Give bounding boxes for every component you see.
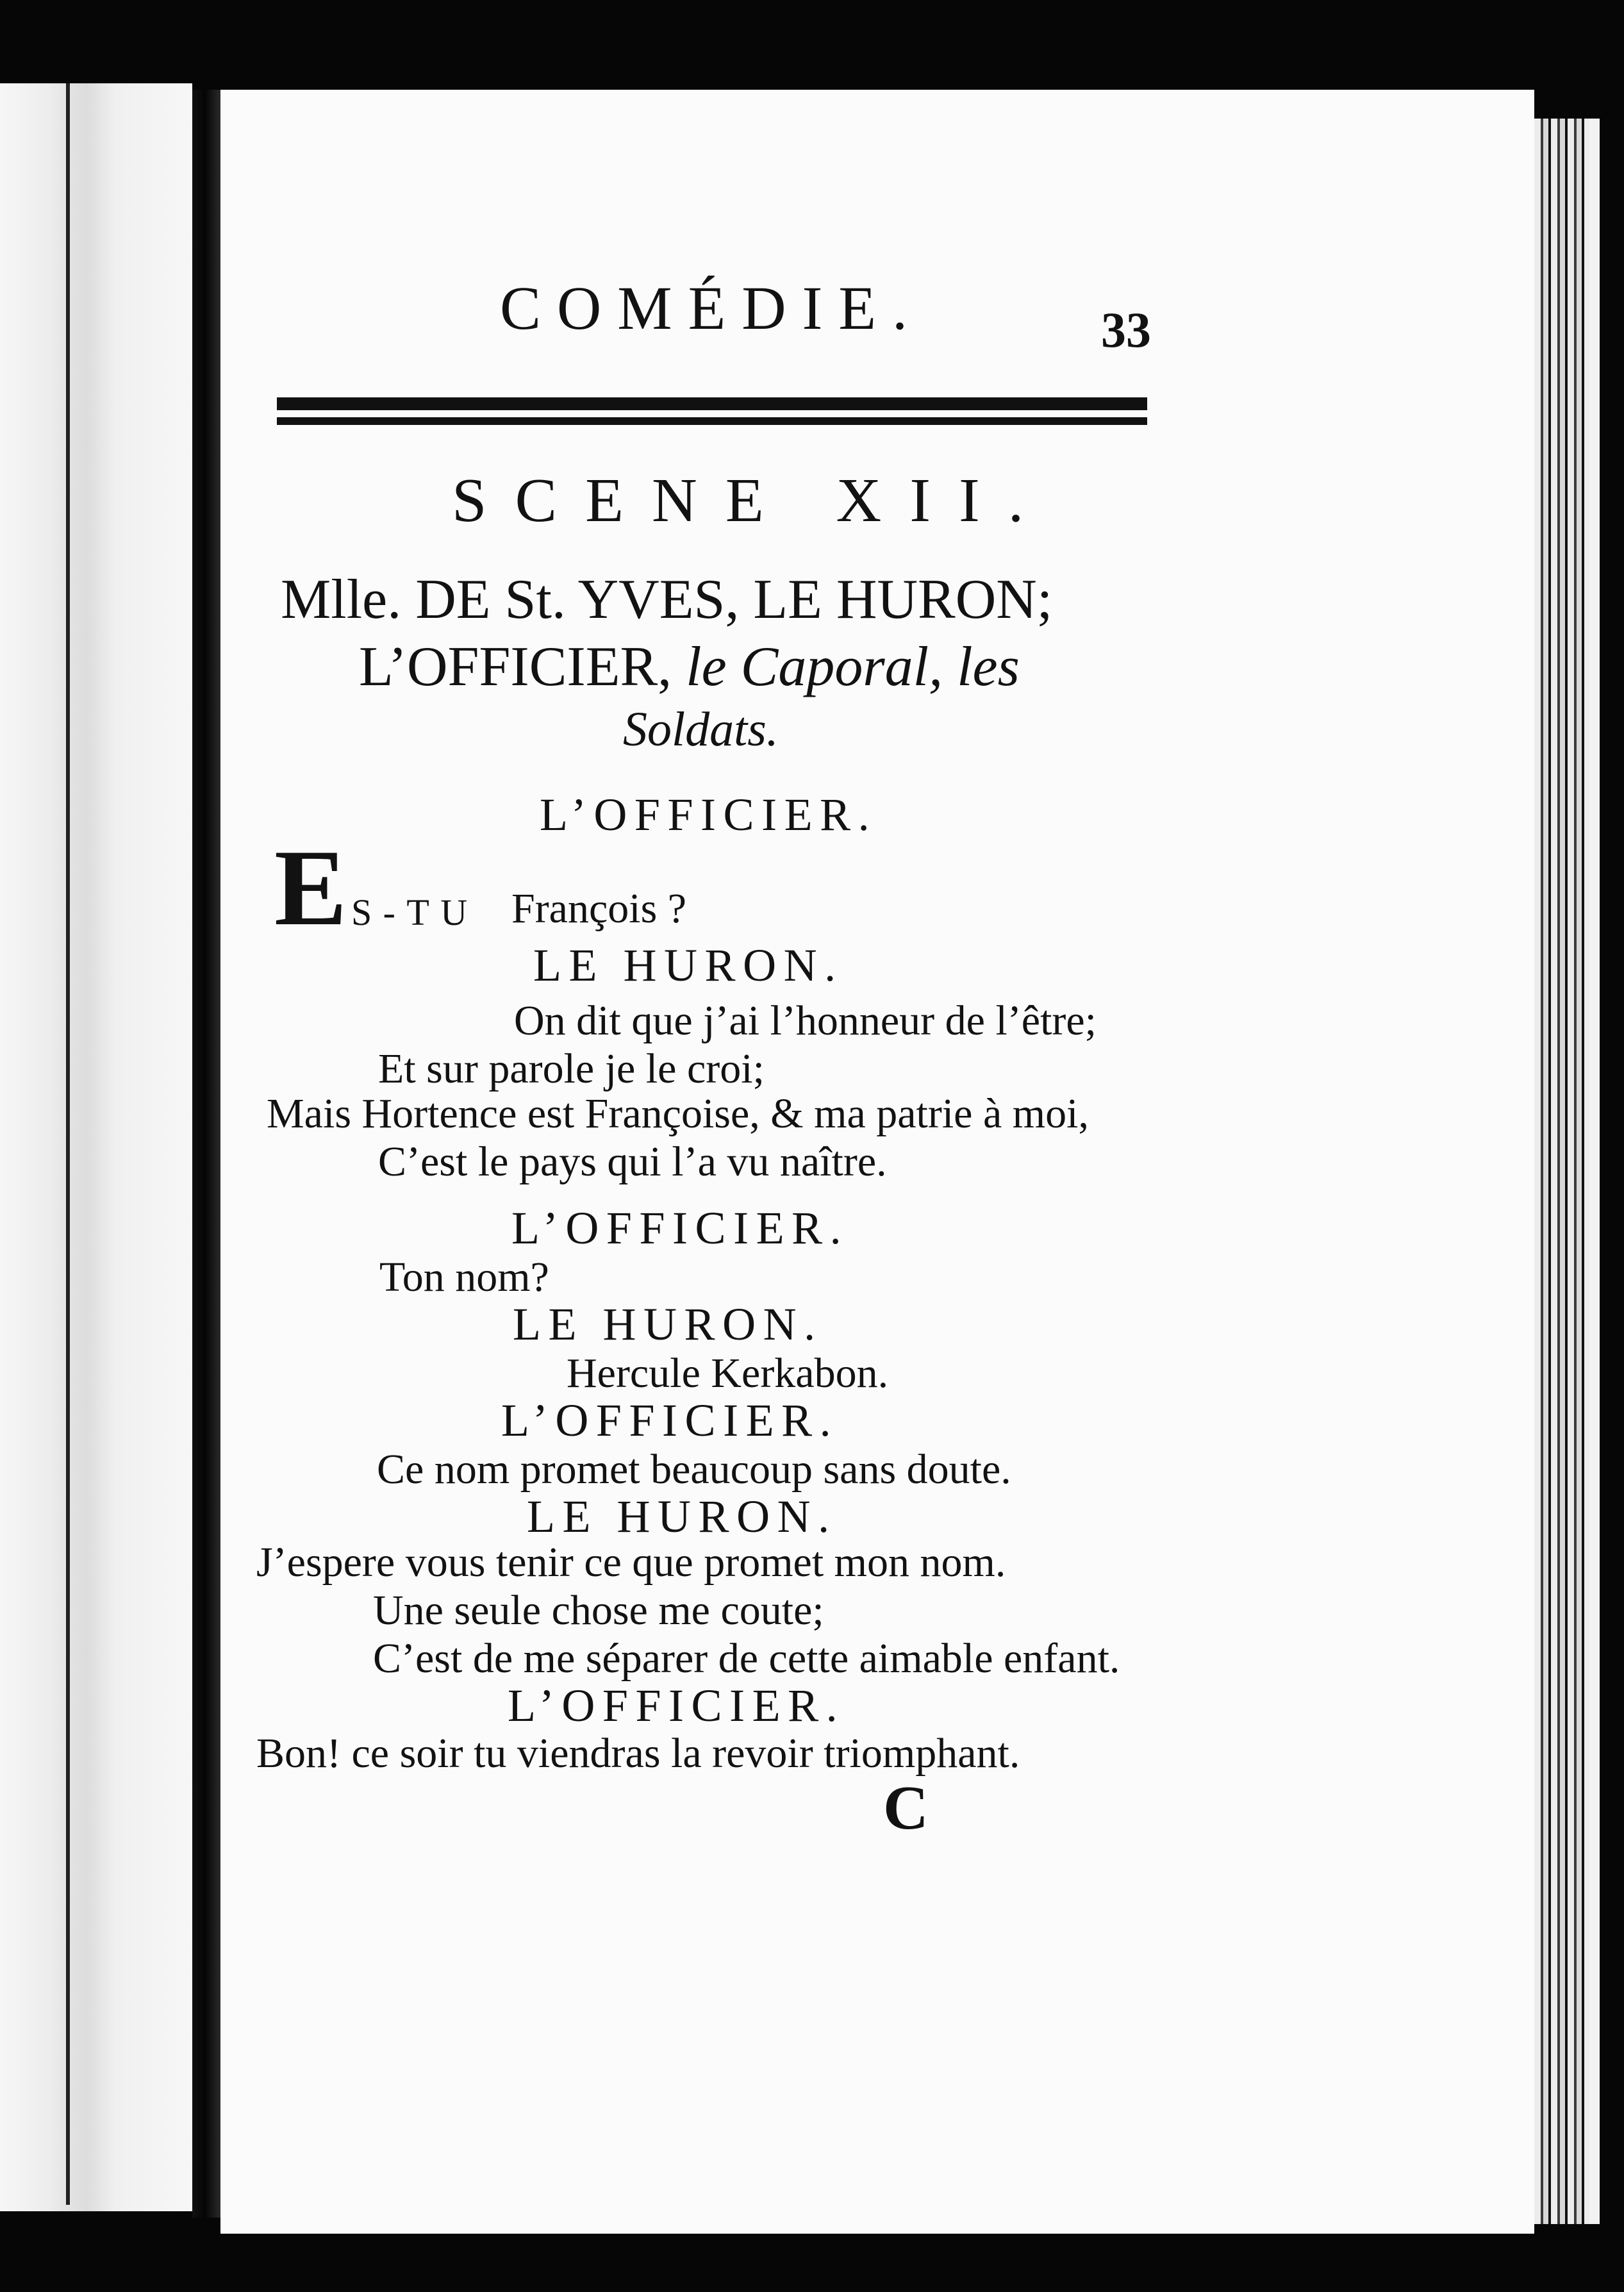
running-title: COMÉDIE. xyxy=(500,274,924,342)
speaker-officer: L’OFFICIER. xyxy=(540,789,877,840)
dialogue-line: Et sur parole je le croi; xyxy=(378,1045,765,1092)
page-stack-edges xyxy=(1534,119,1589,2224)
speaker-huron: LE HURON. xyxy=(527,1491,837,1542)
cast-line-2-italic: le Caporal, les xyxy=(686,636,1020,698)
cast-line-1: Mlle. DE St. YVES, LE HURON; xyxy=(281,569,1053,631)
cast-line-2 xyxy=(359,635,1020,699)
header-rule-thick xyxy=(277,397,1147,410)
header-rule-thin xyxy=(277,417,1147,425)
cast-line-3: Soldats. xyxy=(623,702,779,756)
drop-cap: E xyxy=(274,827,347,948)
dialogue-line: J’espere vous tenir ce que promet mon nom. xyxy=(256,1539,1006,1586)
speaker-officer: L’OFFICIER. xyxy=(508,1680,845,1731)
speaker-officer: L’OFFICIER. xyxy=(511,1202,849,1254)
dialogue-line: C’est le pays qui l’a vu naître. xyxy=(378,1138,887,1185)
dialogue-line: Ton nom? xyxy=(379,1254,549,1300)
dialogue-line: On dit que j’ai l’honneur de l’être; xyxy=(514,997,1097,1044)
dialogue-line: Bon! ce soir tu viendras la revoir triomphant. xyxy=(256,1730,1020,1777)
dialogue-line: François ? xyxy=(511,885,687,932)
left-page-edge xyxy=(0,83,192,2211)
dialogue-line: Mais Hortence est Françoise, & ma patrie à moi, xyxy=(267,1090,1089,1137)
speaker-huron: LE HURON. xyxy=(533,940,843,991)
speaker-huron: LE HURON. xyxy=(513,1299,823,1350)
dialogue-line: C’est de me séparer de cette aimable enfant. xyxy=(373,1635,1120,1682)
dialogue-line: S-TU xyxy=(351,892,479,933)
left-page-border xyxy=(66,83,70,2205)
dialogue-line: Ce nom promet beaucoup sans doute. xyxy=(377,1446,1011,1493)
dialogue-line: Hercule Kerkabon. xyxy=(567,1350,889,1397)
speaker-officer: L’OFFICIER. xyxy=(501,1395,839,1446)
signature-mark: C xyxy=(883,1773,929,1843)
page-stack-outer xyxy=(1589,119,1600,2224)
scene-title: SCENE XII. xyxy=(452,466,1052,535)
page-number: 33 xyxy=(1101,302,1151,358)
dialogue-line: Une seule chose me coute; xyxy=(373,1587,824,1634)
book-gutter xyxy=(192,90,220,2218)
cast-line-2-roman: L’OFFICIER, xyxy=(359,636,672,698)
